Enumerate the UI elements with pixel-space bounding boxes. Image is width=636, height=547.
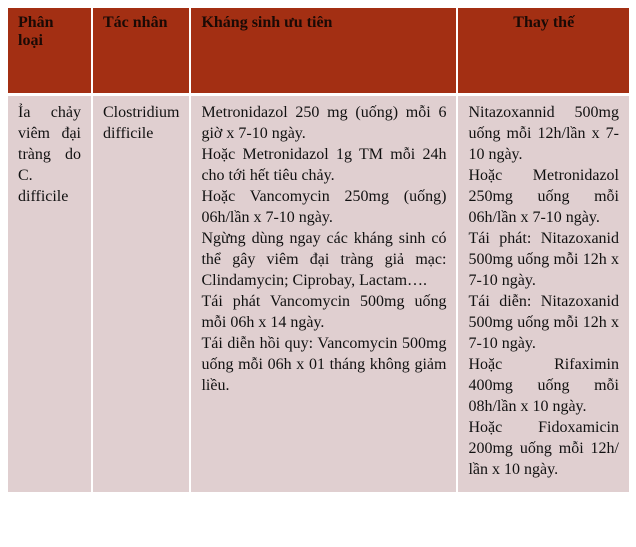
alternative-item: Tái diễn: Nitazoxanid 500mg uống mỗi 12h x 7-10 ngày. (468, 293, 619, 352)
header-classification: Phân loại (8, 8, 91, 93)
preferred-item: Metronidazol 250 mg (uống) mỗi 6 giờ x 7-10 ngày. (201, 104, 447, 142)
alternative-item: Nitazoxannid 500mg uống mỗi 12h/lần x 7-10 ngày. (468, 104, 619, 163)
cell-alternative (458, 96, 629, 492)
cell-preferred (191, 96, 456, 492)
preferred-item: Tái diễn hồi quy: Vancomycin 500mg uống mỗi 06h x 01 tháng không giảm liều. (201, 335, 447, 394)
alternative-item: Hoặc Fidoxamicin 200mg uống mỗi 12h/ lần x 10 ngày. (468, 419, 619, 478)
cell-agent: Clostridium difficile (93, 96, 189, 492)
treatment-table (6, 8, 631, 492)
preferred-item: Hoặc Metronidazol 1g TM mỗi 24h cho tới hết tiêu chảy. (201, 146, 447, 184)
preferred-item: Hoặc Vancomycin 250mg (uống) 06h/lần x 7-10 ngày. (201, 188, 447, 226)
preferred-item: Tái phát Vancomycin 500mg uống mỗi 06h x 14 ngày. (201, 293, 447, 331)
cell-classification: Ỉa chảy viêm đại tràng do C. difficile (8, 96, 91, 492)
header-alternative: Thay thế (458, 8, 629, 93)
alternative-item: Hoặc Metronidazol 250mg uống mỗi 06h/lần x 7-10 ngày. (468, 167, 619, 226)
preferred-item: Ngừng dùng ngay các kháng sinh có thể gây viêm đại tràng giả mạc: Clindamycin; Ciprobay, Lactam…. (201, 230, 447, 289)
table-row (8, 96, 629, 492)
header-preferred: Kháng sinh ưu tiên (191, 8, 456, 93)
header-row (8, 8, 629, 93)
alternative-item: Tái phát: Nitazoxanid 500mg uống mỗi 12h x 7-10 ngày. (468, 230, 619, 289)
header-agent: Tác nhân (93, 8, 189, 93)
alternative-item: Hoặc Rifaximin 400mg uống mỗi 08h/lần x 10 ngày. (468, 356, 619, 415)
